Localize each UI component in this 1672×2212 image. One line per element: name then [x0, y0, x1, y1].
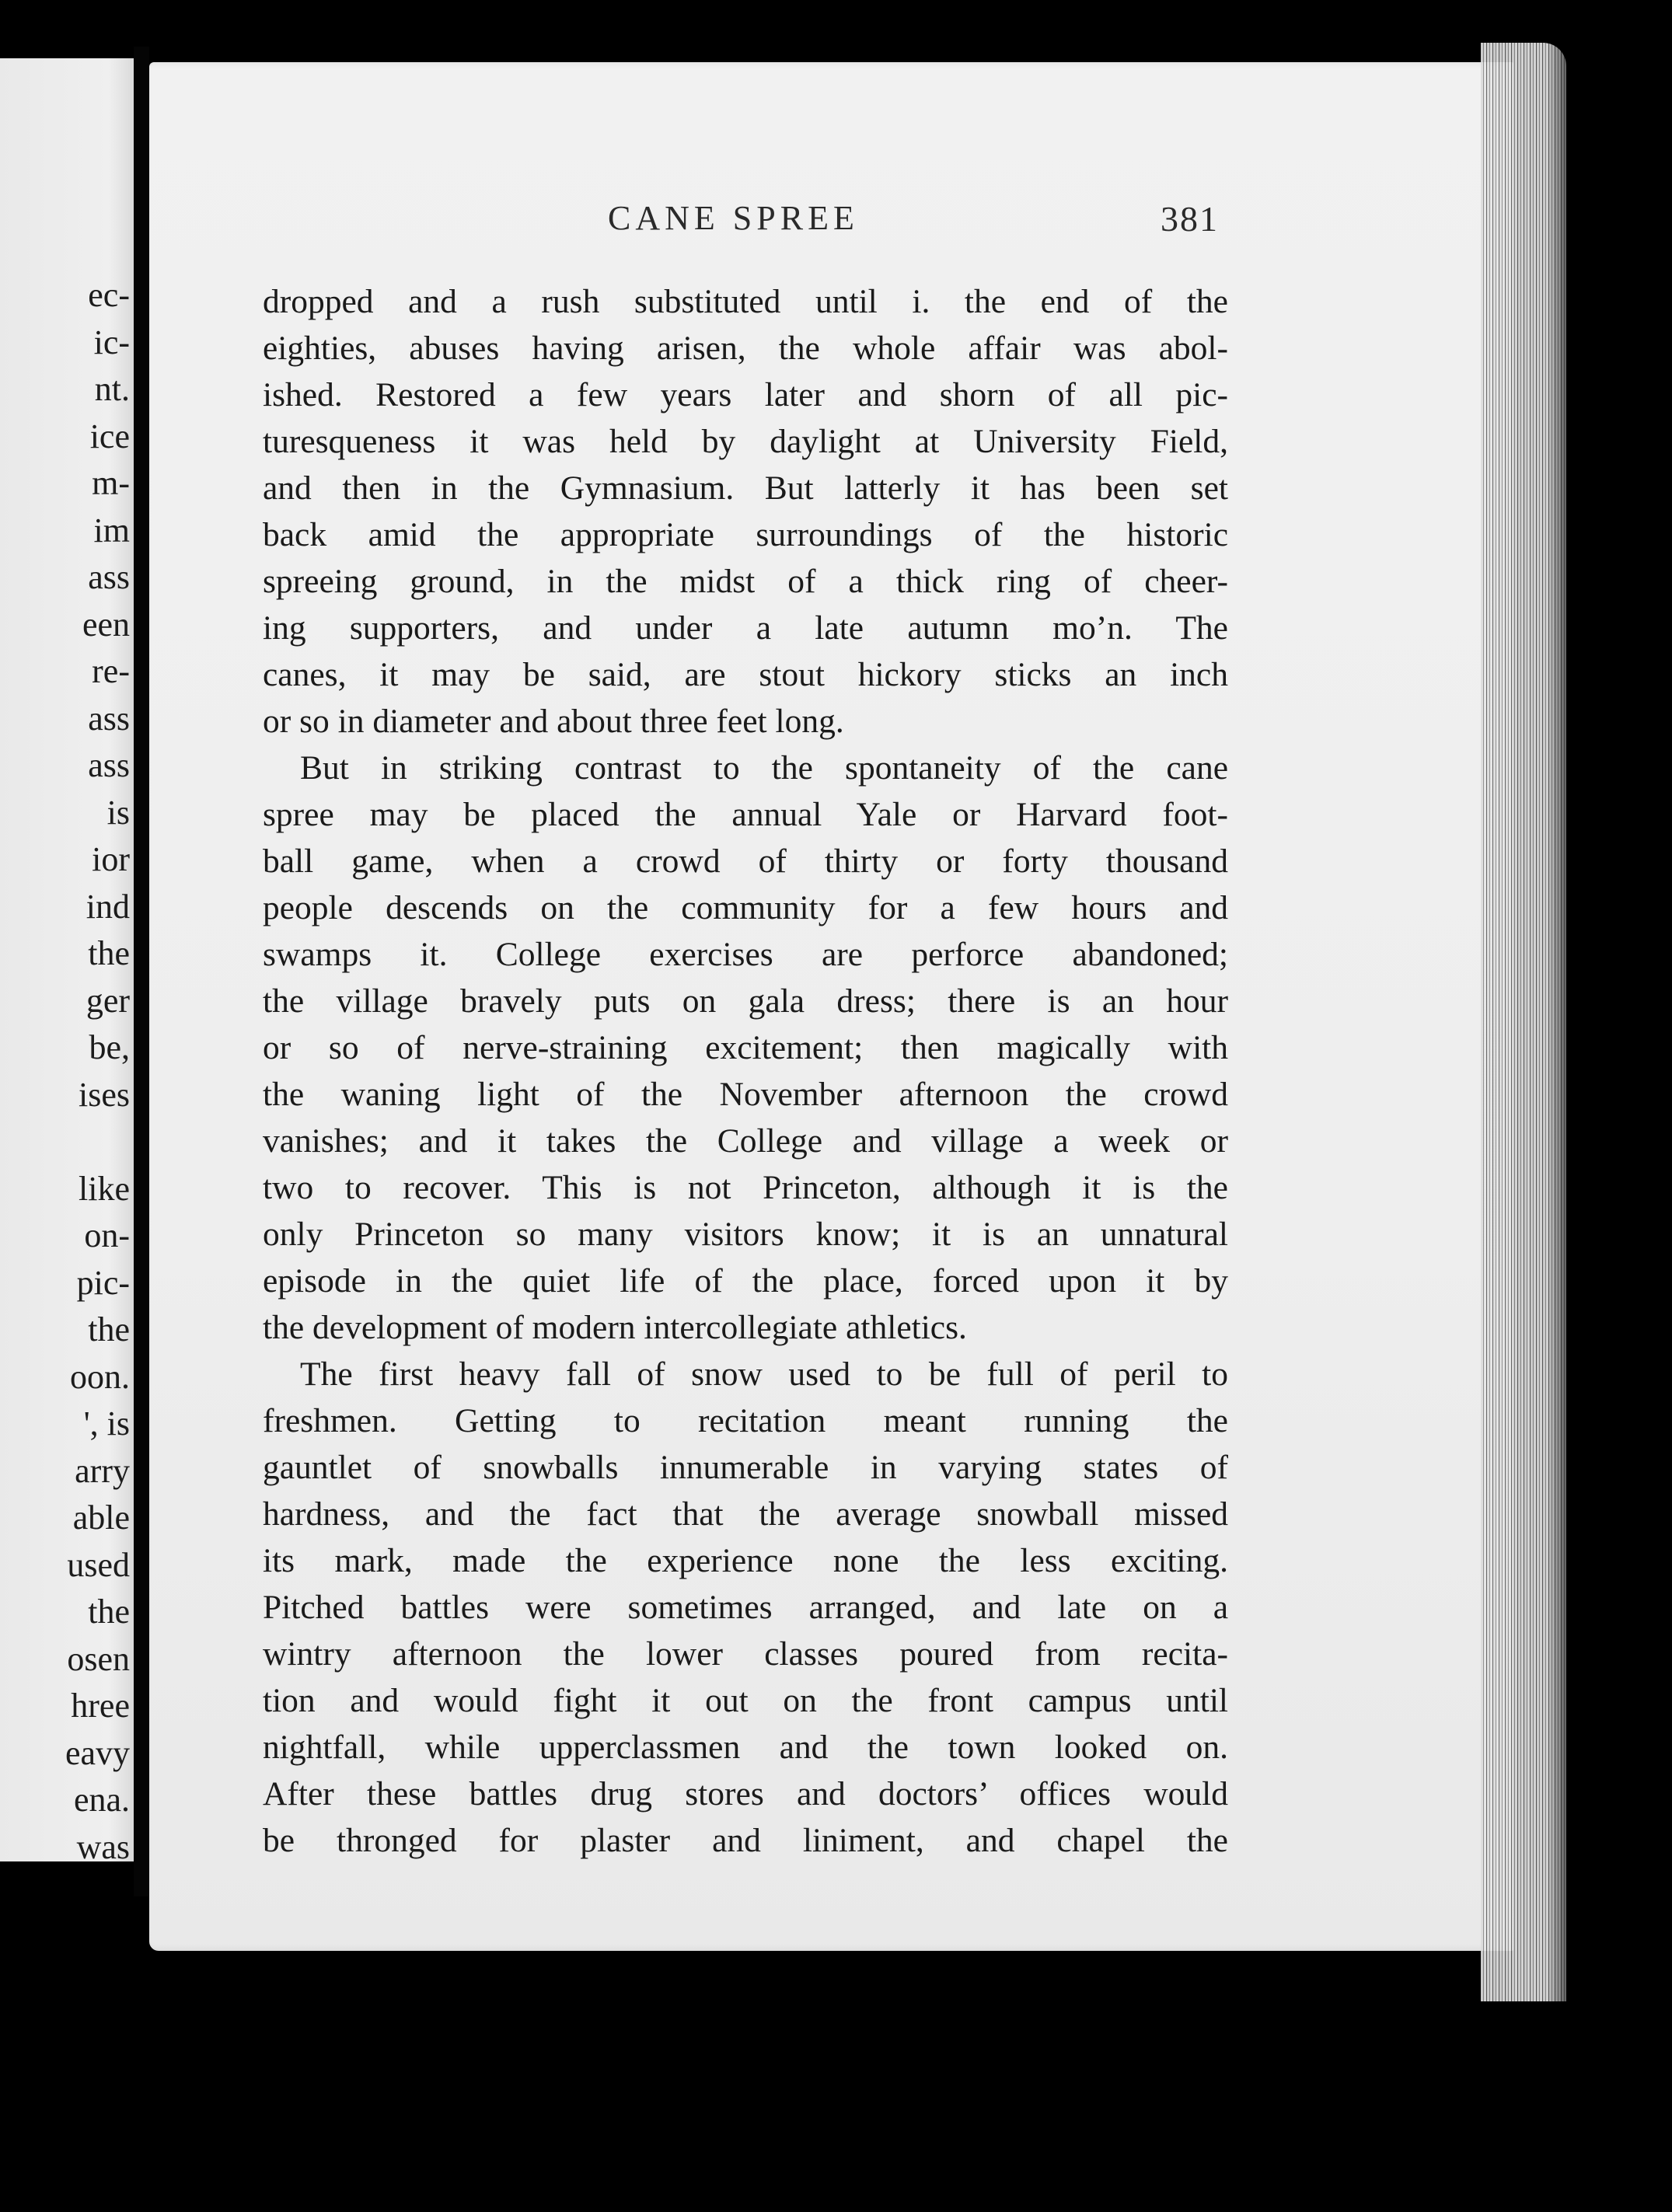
text-line: swamps it. College exercises are perforce abandoned;	[263, 936, 1228, 973]
text-line: After these battles drug stores and doctors’ offices would	[263, 1775, 1228, 1813]
left-page-fragment: the	[88, 1593, 130, 1631]
text-line: dropped and a rush substituted until i. the end of the	[263, 283, 1228, 320]
text-line: wintry afternoon the lower classes poured from recita-	[263, 1635, 1228, 1673]
left-page-fragment: oon.	[70, 1357, 130, 1396]
left-page-fragment: ass	[88, 558, 130, 596]
left-page-fragment: ena.	[73, 1781, 130, 1819]
left-page-fragment: ises	[79, 1075, 130, 1114]
left-page-fragment: ior	[92, 840, 130, 878]
left-page-fragment: was	[76, 1827, 130, 1861]
left-page-fragment: osen	[67, 1639, 130, 1678]
text-line: be thronged for plaster and liniment, and chapel the	[263, 1822, 1228, 1859]
left-page-fragment: used	[67, 1545, 130, 1584]
text-line: spree may be placed the annual Yale or Harvard foot-	[263, 796, 1228, 833]
text-line: turesqueness it was held by daylight at University Field,	[263, 423, 1228, 460]
left-page-fragment: pic-	[76, 1263, 130, 1302]
text-line: But in striking contrast to the spontaneity of the cane	[300, 749, 1228, 787]
text-line: the waning light of the November afternoon the crowd	[263, 1076, 1228, 1113]
left-page-fragment: nt.	[94, 370, 130, 408]
left-page-fragment: ind	[86, 887, 130, 926]
text-line: people descends on the community for a few hours and	[263, 889, 1228, 926]
body-text	[263, 278, 1228, 1864]
left-page-fragment: like	[79, 1169, 130, 1208]
left-page-fragment: ger	[86, 981, 130, 1020]
text-line: tion and would fight it out on the front campus until	[263, 1682, 1228, 1719]
text-line: the village bravely puts on gala dress; there is an hour	[263, 982, 1228, 1020]
left-page-fragment: the	[88, 1310, 130, 1348]
text-line: two to recover. This is not Princeton, although it is the	[263, 1169, 1228, 1206]
left-page-fragment: im	[93, 511, 130, 550]
left-page-fragment: able	[72, 1499, 130, 1537]
text-line: freshmen. Getting to recitation meant running the	[263, 1402, 1228, 1439]
text-line: ball game, when a crowd of thirty or forty thousand	[263, 843, 1228, 880]
left-page-fragment: ice	[89, 417, 130, 455]
text-line: episode in the quiet life of the place, forced upon it by	[263, 1262, 1228, 1300]
text-line: ing supporters, and under a late autumn mo’n. The	[263, 609, 1228, 647]
left-page-fragment: is	[106, 793, 130, 832]
page-edges-shadow	[1547, 39, 1578, 2005]
left-page-fragment: re-	[92, 652, 130, 690]
left-page-fragment: ec-	[88, 276, 130, 314]
text-line: nightfall, while upperclassmen and the town looked on.	[263, 1729, 1228, 1766]
left-page-fragment: arry	[75, 1451, 130, 1490]
text-line: hardness, and the fact that the average snowball missed	[263, 1495, 1228, 1533]
text-line: vanishes; and it takes the College and village a week or	[263, 1122, 1228, 1160]
left-page-fragment: on-	[84, 1216, 130, 1254]
left-page-fragment: een	[82, 605, 130, 644]
left-page-fragment: ass	[88, 746, 130, 784]
text-line: spreeing ground, in the midst of a thick ring of cheer-	[263, 563, 1228, 600]
text-line: or so of nerve-straining excitement; then magically with	[263, 1029, 1228, 1066]
running-head: CANE SPREE	[608, 199, 859, 237]
text-line: the development of modern intercollegiate athletics.	[263, 1309, 967, 1346]
left-page-fragment: ic-	[93, 323, 130, 361]
text-line: or so in diameter and about three feet long.	[263, 703, 844, 740]
text-line: Pitched battles were sometimes arranged, and late on a	[263, 1589, 1228, 1626]
left-page-fragment: eavy	[65, 1733, 130, 1772]
text-line: eighties, abuses having arisen, the whole affair was abol-	[263, 330, 1228, 367]
text-line: only Princeton so many visitors know; it is an unnatural	[263, 1216, 1228, 1253]
left-page-fragment: m-	[92, 464, 130, 502]
text-line: and then in the Gymnasium. But latterly it has been set	[263, 469, 1228, 507]
left-page-fragment: the	[88, 934, 130, 972]
text-line: The first heavy fall of snow used to be full of peril to	[300, 1355, 1228, 1393]
left-page-fragment: ass	[88, 699, 130, 738]
text-line: ished. Restored a few years later and shorn of all pic-	[263, 376, 1228, 413]
page-header	[264, 198, 1228, 253]
text-line: back amid the appropriate surroundings of the historic	[263, 516, 1228, 553]
book-gutter	[134, 47, 149, 1896]
left-facing-page	[0, 58, 136, 1861]
text-line: gauntlet of snowballs innumerable in varying states of	[263, 1449, 1228, 1486]
left-page-fragment: ', is	[83, 1404, 130, 1443]
text-line: its mark, made the experience none the less exciting.	[263, 1542, 1228, 1579]
text-line: canes, it may be said, are stout hickory sticks an inch	[263, 656, 1228, 693]
left-page-fragment: be,	[89, 1028, 130, 1066]
page-number: 381	[1161, 199, 1219, 239]
left-page-fragment: hree	[71, 1687, 130, 1725]
